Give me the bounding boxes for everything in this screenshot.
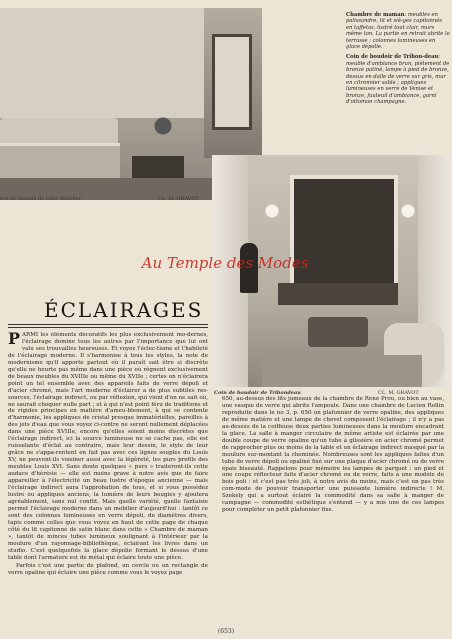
title-rule-bottom bbox=[8, 327, 208, 328]
window-photo bbox=[204, 8, 262, 158]
caption-item-2 bbox=[346, 54, 450, 105]
article-paragraph: 650, au-dessus des lits jumeaux de la chambre de René Prou, ou bien au vase, une vasque de verre qui abrite l'ampoule. Dans une chambre de Lucien Rollin reproduite dans le no 3, p. 650 un plafonnier de verre opaline, des appliques de même matière et une lampe de chevet composent l'éclairage ; il n'y a pas au-dessus de la coiffeuse deux parties lumineuses dans la moulure encadrant la glace. La salle à manger circulaire de même artiste est éclairée par une double coupe de verre opaline qu'un tube à glissière en acier chromé permet de rapprocher plus ou moins de la table et un éclairage indirect masqué par la moulure sur-montant la cheminée. Nombreuses sont les appliques faites d'un tube de verre dépoli ou opaliné fixé sur une plaque d'acier chromé ou de verre épais biseauté. Rappelons pour mémoire les lampes de parquet : un pied et une coupe réflecteur faits d'acier chromé ou de verre, faits à une modèle de bois poli : et c'est pas très joli, à notre avis du moins, mais c'est un pas très com-mode de pouvoir transporter une puissante lumière indirecte ! M. Szekely qui a surtout éclairé la commodité dans sa salle à manger de campagne — commodité esthétique s'entend — y a mis une de ces lampes pour compléter un petit plafonnier fixe. bbox=[222, 396, 444, 514]
photo-stool bbox=[308, 317, 368, 347]
caption-title-2: Coin de boudoir de Tribon-deau bbox=[346, 54, 439, 61]
article-column-right bbox=[222, 396, 444, 624]
photo-sconce-left bbox=[262, 191, 282, 231]
article-paragraph bbox=[8, 332, 208, 561]
caption-title-1: Chambre de maman bbox=[346, 12, 405, 18]
photo-sconce-right bbox=[398, 191, 418, 231]
bedroom-photo bbox=[0, 8, 218, 200]
photo-window bbox=[212, 34, 252, 130]
paragraph-text: ARMI les éléments décoratifs les plus exclusivement mo-dernes, l'éclairage domine tous les autres par l'importance que lui ont valu ses trouvailles heureuses. Et voyez l'éclec-tisme et l'habileté de l'éclairage moderne. Il s'harmonise à tous les styles, la note de modernisme qu'il apporte partout où il paraît sait être si discrète qu'elle ne heurte pas même dans une pièce où règnent exclusivement de beaux meubles du XVIIIe ou même du XVIIe ; certes on n'éclairera point un tel ensemble avec des appareils faits de verre dépoli et d'acier chromé, mais l'art moderne d'éclairer a de plus subtiles res-sources, l'éclairage indirect, ou par réflexion, qui vient d'on ne sait où, ne saurait choquer nulle part ; et à qui n'est point féru de traditions et de rigides principes en matière d'ameu-blement, à qui se contente d'harmonie, les appliques de cristal presque immatérielles, pareilles à des jets d'eau que vous voyez ci-contre ne seront nullement déplacées dans une pièce XVIIIe, encore qu'elles soient moins discrètes que l'éclairage indirect, ici la source lumineuse ne se cache pas, elle est ruisselante d'éclat au contraire, mais leur dessin, le style de leur grâce ne s'appa-rentent en fait pas avec ces lignes souples du Louis XV, ne peuvent-ils voisiner aussi avec la légèreté, les purs profils des meubles Louis XVI. Sans doute quelques « purs » traiteront-ils cette audace d'hérésie — elle est moins grave à notre avis que de faire appareiller à l'électricité un beau lustre d'époque ancienne — mais l'éclairage indirect aura l'approbation de tous, et si vous possédez lustre ou appliques anciens, la lumière de leurs bougies y ajoutera agréablement, sans nul conflit. Mais quelle variété, quelle fantaisie permet l'éclairage moderne dans un mobilier d'aujourd'hui : tantôt ce sont des colonnes lumineuses en verre dépoli, de diamètres divers, tapis comme celles que vous voyez en haut de cette page de chaque côté du lit capitonné de satin blanc dans cette « Chambre de maman », tantôt de minces tubes lumineux soulignant à l'intérieur par la moulure d'un rayonnage-bibliothèque, éclairant les livres dans un studio. C'est quelquefois la glace dépolie formant le dessus d'une table dont l'armature est de métal qui éclaire toute une pièce. bbox=[8, 332, 208, 561]
caption-item-1 bbox=[346, 12, 450, 50]
left-photo-credit: CL. M. GRAVOT bbox=[158, 196, 199, 202]
photo-wall bbox=[0, 8, 218, 118]
article-column-left bbox=[8, 332, 208, 624]
caption-text-2: : meuble d'ambiance brun, piétement de bronze patiné, lampe à pied de bronze, dessus en dalle de verre sur gris, mur en citronnier sable ; appliques lumineuses en verre de Venise et bronze, fauteuil d'ambiance, garni d'ottoman champagne. bbox=[346, 54, 450, 106]
right-photo-credit: CL. M. GRAVOT bbox=[378, 390, 419, 396]
photo-rug bbox=[262, 355, 422, 387]
right-photo-caption: Coin de boudoir de Tribondeau bbox=[214, 390, 301, 396]
article-title: ÉCLAIRAGES bbox=[44, 298, 204, 322]
photo-plant bbox=[148, 106, 178, 156]
photo-dresser bbox=[278, 283, 398, 305]
drop-cap: P bbox=[8, 332, 21, 348]
photo-captions bbox=[346, 12, 450, 110]
article-paragraph: Parfois c'est une partie de plafond, un cercle ou un rectangle de verre opaline qui éclaire une pièce comme vous le voyez page bbox=[8, 563, 208, 577]
watermark: Au Temple des Modes bbox=[141, 254, 309, 272]
photo-mirror bbox=[290, 175, 398, 293]
page-number: (653) bbox=[217, 628, 235, 635]
caption-text-1: : meubles en palissandre, lit et siè-ges capitonnés en taffetas, lustré tout clair, murs même ton. La partie en retrait abrite le terrasse ; colonnes lumineuses en glace dépolie. bbox=[346, 12, 450, 51]
left-photo-caption: bre de maman de Léon Bonchet bbox=[0, 196, 81, 202]
title-rule-top bbox=[8, 324, 208, 325]
